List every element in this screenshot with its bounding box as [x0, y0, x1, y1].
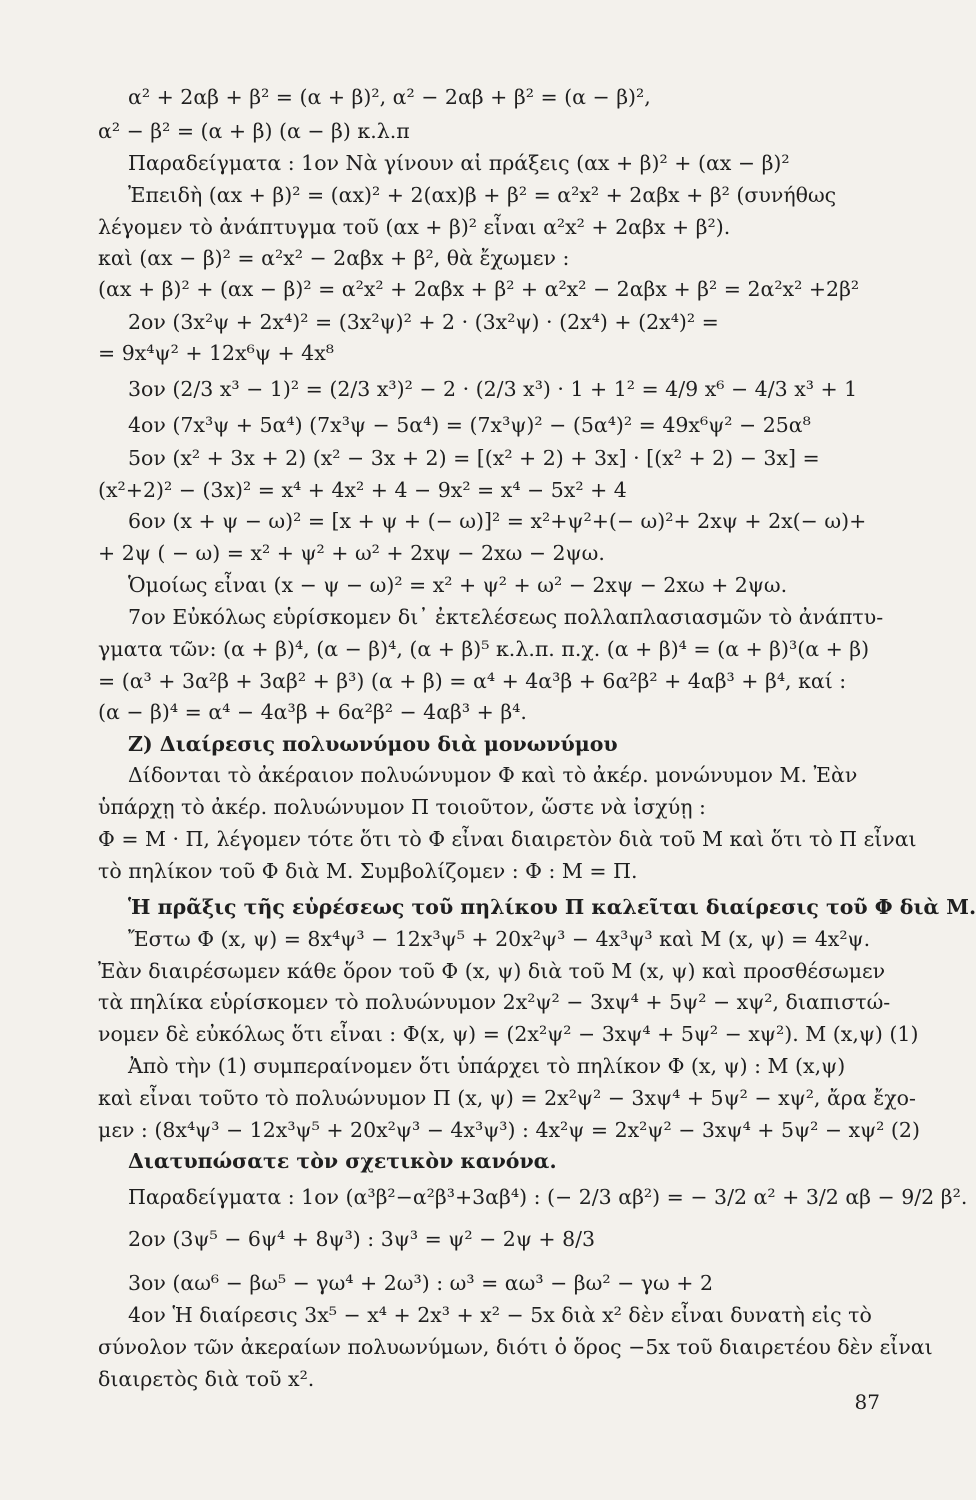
- text-line: τὸ πηλίκον τοῦ Φ διὰ Μ. Συμβολίζομεν : Φ : Μ = Π.: [98, 859, 638, 883]
- text-line: καὶ εἶναι τοῦτο τὸ πολυώνυμον Π (x, ψ) = 2x²ψ² − 3xψ⁴ + 5ψ² − xψ², ἄρα ἔχο-: [98, 1086, 916, 1110]
- text-line: 7ον Εὐκόλως εὑρίσκομεν δι᾽ ἐκτελέσεως πολλαπλασιασμῶν τὸ ἀνάπτυ-: [128, 605, 884, 629]
- text-line: Ἀπὸ τὴν (1) συμπεραίνομεν ὅτι ὑπάρχει τὸ πηλίκον Φ (x, ψ) : Μ (x,ψ): [128, 1054, 846, 1078]
- text-line: Ὁμοίως εἶναι (x − ψ − ω)² = x² + ψ² + ω² − 2xψ − 2xω + 2ψω.: [128, 573, 788, 597]
- text-line: γματα τῶν: (α + β)⁴, (α − β)⁴, (α + β)⁵ κ.λ.π. π.χ. (α + β)⁴ = (α + β)³(α + β): [98, 637, 870, 661]
- text-line: 6ον (x + ψ − ω)² = [x + ψ + (− ω)]² = x²+ψ²+(− ω)²+ 2xψ + 2x(− ω)+: [128, 509, 867, 533]
- text-line: Ἐὰν διαιρέσωμεν κάθε ὅρον τοῦ Φ (x, ψ) διὰ τοῦ Μ (x, ψ) καὶ προσθέσωμεν: [98, 959, 886, 983]
- section-heading: Ζ) Διαίρεσις πολυωνύμου διὰ μονωνύμου: [128, 732, 618, 756]
- text-line: 4ον Ἡ διαίρεσις 3x⁵ − x⁴ + 2x³ + x² − 5x διὰ x² δὲν εἶναι δυνατὴ εἰς τὸ: [128, 1303, 872, 1327]
- text-line: Παραδείγματα : 1ον Νὰ γίνουν αἱ πράξεις (αx + β)² + (αx − β)²: [128, 151, 790, 175]
- text-line: 2ον (3ψ⁵ − 6ψ⁴ + 8ψ³) : 3ψ³ = ψ² − 2ψ + 8/3: [128, 1227, 596, 1251]
- text-line: α² − β² = (α + β) (α − β) κ.λ.π: [98, 119, 410, 143]
- text-line: 3ον (αω⁶ − βω⁵ − γω⁴ + 2ω³) : ω³ = αω³ − βω² − γω + 2: [128, 1271, 714, 1295]
- definition-line: Ἡ πρᾶξις τῆς εὑρέσεως τοῦ πηλίκου Π καλεῖται διαίρεσις τοῦ Φ διὰ Μ.: [128, 895, 976, 919]
- text-line: 4ον (7x³ψ + 5α⁴) (7x³ψ − 5α⁴) = (7x³ψ)² − (5α⁴)² = 49x⁶ψ² − 25α⁸: [128, 413, 811, 437]
- text-line: = 9x⁴ψ² + 12x⁶ψ + 4x⁸: [98, 341, 334, 365]
- text-line: 2ον (3x²ψ + 2x⁴)² = (3x²ψ)² + 2 · (3x²ψ) · (2x⁴) + (2x⁴)² =: [128, 310, 719, 334]
- text-line: λέγομεν τὸ ἀνάπτυγμα τοῦ (αx + β)² εἶναι α²x² + 2αβx + β²).: [98, 215, 731, 239]
- rule-heading: Διατυπώσατε τὸν σχετικὸν κανόνα.: [128, 1149, 557, 1173]
- text-line: ὑπάρχῃ τὸ ἀκέρ. πολυώνυμον Π τοιοῦτον, ὥστε νὰ ἰσχύῃ :: [98, 795, 706, 819]
- text-line: 5ον (x² + 3x + 2) (x² − 3x + 2) = [(x² + 2) + 3x] · [(x² + 2) − 3x] =: [128, 446, 820, 470]
- text-line: διαιρετὸς διὰ τοῦ x².: [98, 1367, 315, 1391]
- page-number: 87: [854, 1390, 880, 1414]
- text-line: (x²+2)² − (3x)² = x⁴ + 4x² + 4 − 9x² = x⁴ − 5x² + 4: [98, 478, 627, 502]
- text-line: σύνολον τῶν ἀκεραίων πολυωνύμων, διότι ὁ ὅρος −5x τοῦ διαιρετέου δὲν εἶναι: [98, 1335, 933, 1359]
- text-line: τὰ πηλίκα εὑρίσκομεν τὸ πολυώνυμον 2x²ψ² − 3xψ⁴ + 5ψ² − xψ², διαπιστώ-: [98, 990, 891, 1014]
- text-line: Ἐπειδὴ (αx + β)² = (αx)² + 2(αx)β + β² = α²x² + 2αβx + β² (συνήθως: [128, 183, 837, 207]
- text-line: Παραδείγματα : 1ον (α³β²−α²β³+3αβ⁴) : (− 2/3 αβ²) = − 3/2 α² + 3/2 αβ − 9/2 β².: [128, 1185, 968, 1209]
- text-line: νομεν δὲ εὐκόλως ὅτι εἶναι : Φ(x, ψ) = (2x²ψ² − 3xψ⁴ + 5ψ² − xψ²). Μ (x,ψ) (1): [98, 1022, 919, 1046]
- text-line: Δίδονται τὸ ἀκέραιον πολυώνυμον Φ καὶ τὸ ἀκέρ. μονώνυμον Μ. Ἐὰν: [128, 763, 858, 787]
- text-line: = (α³ + 3α²β + 3αβ² + β³) (α + β) = α⁴ + 4α³β + 6α²β² + 4αβ³ + β⁴, καί :: [98, 669, 847, 693]
- text-line: α² + 2αβ + β² = (α + β)², α² − 2αβ + β² = (α − β)²,: [128, 85, 651, 109]
- text-line: (α − β)⁴ = α⁴ − 4α³β + 6α²β² − 4αβ³ + β⁴.: [98, 700, 527, 724]
- text-line: Ἔστω Φ (x, ψ) = 8x⁴ψ³ − 12x³ψ⁵ + 20x²ψ³ − 4x³ψ³ καὶ Μ (x, ψ) = 4x²ψ.: [128, 927, 871, 951]
- text-line: καὶ (αx − β)² = α²x² − 2αβx + β², θὰ ἔχωμεν :: [98, 246, 570, 270]
- text-line: 3ον (2/3 x³ − 1)² = (2/3 x³)² − 2 · (2/3 x³) · 1 + 1² = 4/9 x⁶ − 4/3 x³ + 1: [128, 377, 858, 401]
- text-line: μεν : (8x⁴ψ³ − 12x³ψ⁵ + 20x²ψ³ − 4x³ψ³) : 4x²ψ = 2x²ψ² − 3xψ⁴ + 5ψ² − xψ² (2): [98, 1118, 920, 1142]
- text-line: (αx + β)² + (αx − β)² = α²x² + 2αβx + β² + α²x² − 2αβx + β² = 2α²x² +2β²: [98, 277, 860, 301]
- text-line: Φ = Μ · Π, λέγομεν τότε ὅτι τὸ Φ εἶναι διαιρετὸν διὰ τοῦ Μ καὶ ὅτι τὸ Π εἶναι: [98, 827, 917, 851]
- text-line: + 2ψ ( − ω) = x² + ψ² + ω² + 2xψ − 2xω − 2ψω.: [98, 541, 605, 565]
